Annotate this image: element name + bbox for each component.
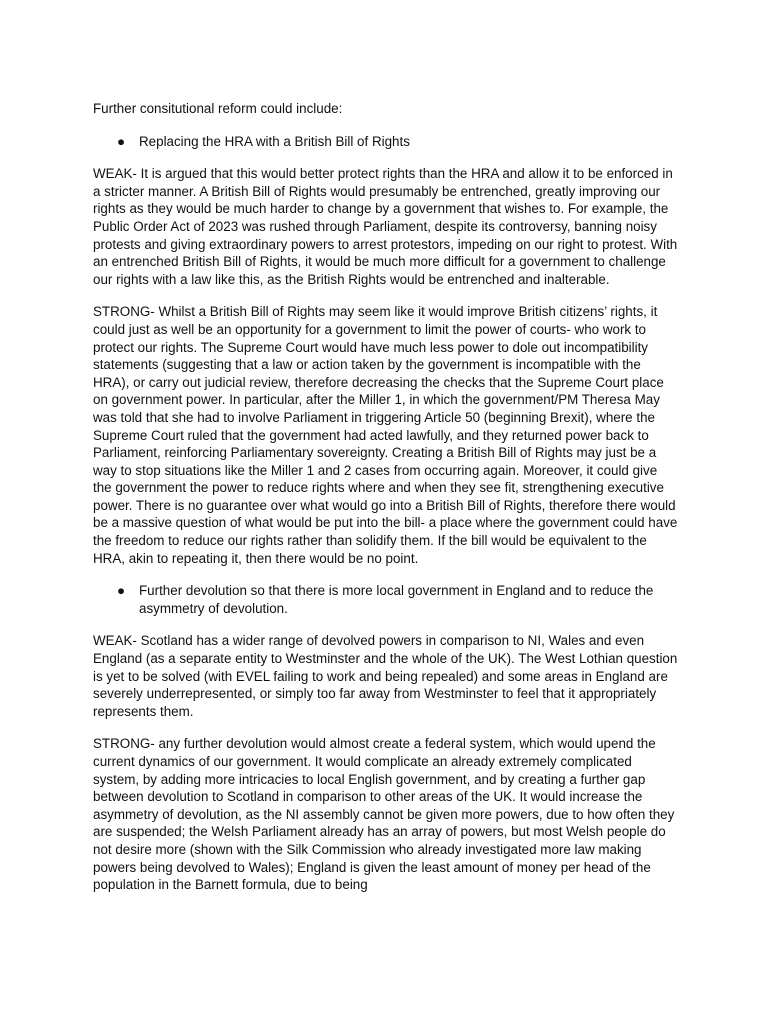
paragraph-strong-bill-of-rights: STRONG- Whilst a British Bill of Rights may seem like it would improve British citizens’ rights, it could just as well be an opportunity for a government to limit the power of courts- who work to protect our rights. The Supreme Court would have much less power to dole out incompatibility statements (suggesting that a law or action taken by the government is incompatible with the HRA), or carry out judicial review, therefore decreasing the checks that the Supreme Court place on government power. In particular, after the Miller 1, in which the government/PM Theresa May was told that she had to involve Parliament in triggering Article 50 (beginning Brexit), where the Supreme Court ruled that the government had acted lawfully, and they returned power back to Parliament, reinforcing Parliamentary sovereignty. Creating a British Bill of Rights may just be a way to stop situations like the Miller 1 and 2 cases from occurring again. Moreover, it could give the government the power to reduce rights where and when they see fit, strengthening executive power. There is no guarantee over what would go into a British Bill of Rights, therefore there would be a massive question of what would be put into the bill- a place where the government could have the freedom to reduce our rights rather than solidify them. If the bill would be equivalent to the HRA, akin to repeating it, then there would be no point. <box>93 304 678 566</box>
bullet-item-devolution <box>93 582 679 617</box>
paragraph-weak-devolution: WEAK- Scotland has a wider range of devolved powers in comparison to NI, Wales and even England (as a separate entity to Westminster and the whole of the UK). The West Lothian question is yet to be solved (with EVEL failing to work and being repealed) and some areas in England are severely underrepresented, or simply too far away from Westminster to feel that it appropriately represents them. <box>93 633 678 719</box>
bullet-text: Replacing the HRA with a British Bill of Rights <box>139 133 410 149</box>
paragraph-weak-bill-of-rights: WEAK- It is argued that this would better protect rights than the HRA and allow it to be enforced in a stricter manner. A British Bill of Rights would presumably be entrenched, greatly improving our rights as they would be much harder to change by a government that wishes to. For example, the Public Order Act of 2023 was rushed through Parliament, despite its controversy, banning noisy protests and giving extraordinary powers to arrest protestors, impeding on our right to protest. With an entrenched British Bill of Rights, it would be much more difficult for a government to challenge our rights with a law like this, as the British Rights would be entrenched and inalterable. <box>93 166 678 287</box>
bullet-icon: ● <box>117 133 126 149</box>
bullet-item-bill-of-rights <box>93 133 679 151</box>
bullet-text: Further devolution so that there is more local government in England and to reduce the asymmetry of devolution. <box>139 583 654 616</box>
bullet-icon: ● <box>117 583 126 599</box>
intro-text: Further consitutional reform could include: <box>93 101 343 116</box>
document-page <box>93 100 679 909</box>
paragraph-strong-devolution: STRONG- any further devolution would almost create a federal system, which would upend the current dynamics of our government. It would complicate an already extremely complicated system, by adding more intricacies to local English government, and by creating a further gap between devolution to Scotland in comparison to other areas of the UK. It would increase the asymmetry of devolution, as the NI assembly cannot be given more powers, due to how often they are suspended; the Welsh Parliament already has an array of powers, but most Welsh people do not desire more (shown with the Silk Commission who already investigated more law making powers being devolved to Wales); England is given the least amount of money per head of the population in the Barnett formula, due to being <box>93 736 675 893</box>
